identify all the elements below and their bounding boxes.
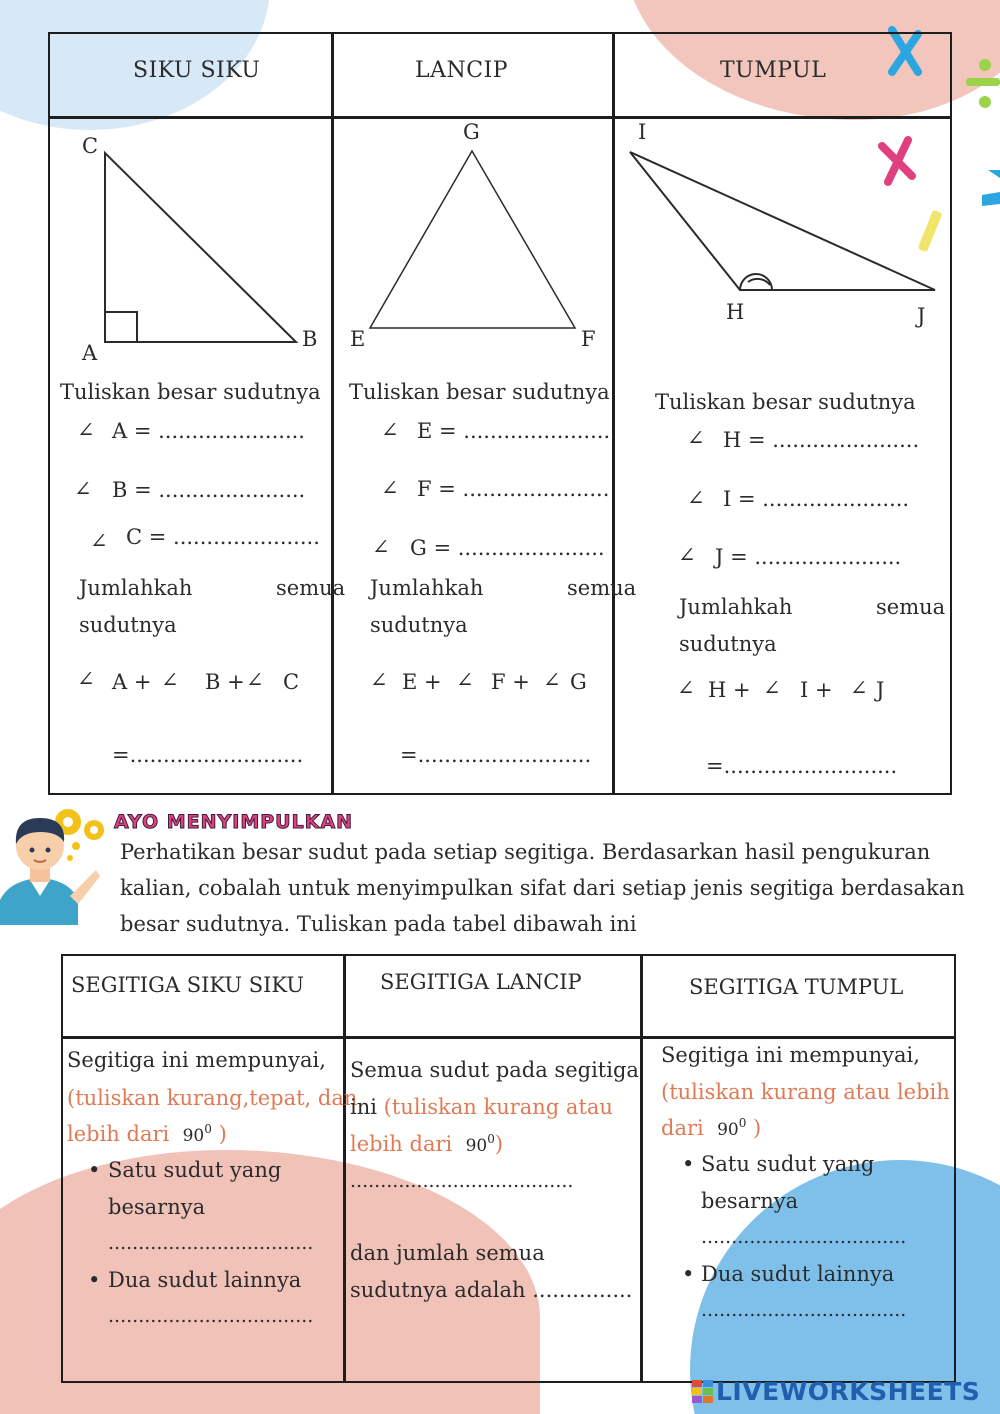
col2-angle-g[interactable]: G = ......................: [410, 536, 605, 560]
angle-sign-icon: ∠: [90, 529, 108, 553]
col3-sum-part-j: J: [876, 678, 885, 702]
conclude-line-3: besar sudutnya. Tuliskan pada tabel dibawah ini: [120, 912, 637, 936]
vertex-i: I: [638, 120, 647, 144]
col2-result[interactable]: =..........................: [400, 743, 592, 767]
col1-result[interactable]: =..........................: [112, 743, 304, 767]
b2-dots[interactable]: .....................................: [350, 1170, 574, 1192]
col3-sum-word2: semua: [876, 595, 946, 619]
col3-angle-h[interactable]: H = ......................: [723, 428, 920, 452]
b1-bullet2: Dua sudut lainnya: [108, 1268, 302, 1292]
angle-sign-icon: ∠: [372, 535, 390, 559]
b2-line1: Semua sudut pada segitiga: [350, 1058, 639, 1082]
bullet-icon: •: [682, 1262, 695, 1286]
bullet-icon: •: [682, 1152, 695, 1176]
b1-orange2-row: lebih dari $90^0$ ): [67, 1122, 227, 1146]
obtuse-triangle-hij: [630, 152, 935, 290]
col3-prompt: Tuliskan besar sudutnya: [655, 390, 916, 414]
conclude-line-2: kalian, cobalah untuk menyimpulkan sifat dari setiap jenis segitiga berdasakan: [120, 876, 965, 900]
bottom-table-col-divider-1: [343, 954, 346, 1383]
vertex-e: E: [350, 327, 366, 351]
bottom-table-header-divider: [61, 1036, 956, 1039]
angle-sign-icon: ∠: [763, 676, 781, 700]
col1-angle-a[interactable]: A = ......................: [112, 419, 305, 443]
acute-triangle-efg: [370, 151, 575, 328]
liveworksheets-brand[interactable]: LIVEWORKSHEETS: [716, 1377, 981, 1406]
angle-sign-icon: ∠: [381, 418, 399, 442]
obtuse-angle-arc: [740, 274, 772, 290]
angle-sign-icon: ∠: [246, 668, 264, 692]
col2-sum-part-g: G: [570, 670, 587, 694]
col2-angle-f[interactable]: F = ......................: [417, 477, 610, 501]
b1-bullet1a: Satu sudut yang: [108, 1158, 282, 1182]
col2-sum-word1: Jumlahkah: [370, 576, 484, 600]
bottom-table-col-divider-2: [640, 954, 643, 1383]
col2-angle-e[interactable]: E = ......................: [417, 419, 611, 443]
col3-angle-j[interactable]: J = ......................: [715, 545, 902, 569]
col1-sum-word1: Jumlahkah: [79, 576, 193, 600]
triangles-figure: [0, 0, 1000, 360]
col2-sum-part-f: F +: [491, 670, 530, 694]
col3-sum-part-i: I +: [800, 678, 833, 702]
col3-result[interactable]: =..........................: [706, 754, 898, 778]
vertex-a: A: [82, 341, 98, 365]
vertex-f: F: [581, 327, 596, 351]
col2-sum-word3: sudutnya: [370, 613, 468, 637]
bullet-icon: •: [88, 1268, 101, 1292]
angle-sign-icon: ∠: [850, 676, 868, 700]
b3-orange1: (tuliskan kurang atau lebih: [661, 1080, 950, 1104]
vertex-h: H: [726, 300, 745, 324]
ayo-menyimpulkan-title: AYO MENYIMPULKAN: [114, 811, 354, 833]
col1-sum-word2: semua: [276, 576, 346, 600]
vertex-g: G: [463, 120, 480, 144]
b1-dots1[interactable]: ..................................: [108, 1232, 314, 1254]
col2-prompt: Tuliskan besar sudutnya: [349, 380, 610, 404]
b1-line1: Segitiga ini mempunyai,: [67, 1048, 326, 1072]
angle-sign-icon: ∠: [687, 426, 705, 450]
b3-line1: Segitiga ini mempunyai,: [661, 1043, 920, 1067]
b1-orange1: (tuliskan kurang,tepat, dan: [67, 1086, 358, 1110]
b2-line3-row: lebih dari $90^0$): [350, 1132, 504, 1156]
b1-bullet1b: besarnya: [108, 1195, 206, 1219]
bullet-icon: •: [88, 1158, 101, 1182]
col1-angle-c[interactable]: C = ......................: [126, 525, 320, 549]
col1-angle-b[interactable]: B = ......................: [112, 478, 306, 502]
col1-sum-part-a: A +: [112, 670, 152, 694]
vertex-j: J: [917, 304, 926, 328]
col3-sum-word1: Jumlahkah: [679, 595, 793, 619]
right-triangle-abc: [105, 153, 296, 342]
col2-sum-word2: semua: [567, 576, 637, 600]
col3-angle-i[interactable]: I = ......................: [723, 487, 910, 511]
angle-sign-icon: ∠: [543, 668, 561, 692]
col3-sum-word3: sudutnya: [679, 632, 777, 656]
col1-sum-part-b: B +: [205, 670, 245, 694]
vertex-b: B: [302, 327, 318, 351]
b3-dots1[interactable]: ..................................: [701, 1226, 907, 1248]
b3-bullet2: Dua sudut lainnya: [701, 1262, 895, 1286]
header-tumpul: TUMPUL: [720, 58, 827, 83]
header-segitiga-tumpul: SEGITIGA TUMPUL: [689, 975, 904, 999]
header-lancip: LANCIP: [415, 58, 509, 83]
col1-sum-part-c: C: [283, 670, 300, 694]
teacher-avatar-illustration: [0, 800, 125, 928]
conclude-line-1: Perhatikan besar sudut pada setiap segitiga. Berdasarkan hasil pengukuran: [120, 840, 931, 864]
col1-sum-word3: sudutnya: [79, 613, 177, 637]
b2-line4[interactable]: sudutnya adalah ...............: [350, 1278, 633, 1302]
header-segitiga-siku-siku: SEGITIGA SIKU SIKU: [71, 973, 305, 997]
b2-line2-row: ini (tuliskan kurang atau: [350, 1095, 613, 1119]
b3-bullet1a: Satu sudut yang: [701, 1152, 875, 1176]
liveworksheets-logo-icon: [692, 1380, 714, 1404]
b2-line3: dan jumlah semua: [350, 1241, 545, 1265]
vertex-c: C: [82, 134, 99, 158]
header-siku-siku: SIKU SIKU: [133, 58, 261, 83]
angle-sign-icon: ∠: [77, 418, 95, 442]
b3-orange2-row: dari $90^0$ ): [661, 1116, 762, 1140]
col1-prompt: Tuliskan besar sudutnya: [60, 380, 321, 404]
header-segitiga-lancip: SEGITIGA LANCIP: [380, 970, 582, 994]
angle-sign-icon: ∠: [678, 543, 696, 567]
angle-sign-icon: ∠: [456, 668, 474, 692]
col3-sum-part-h: H +: [708, 678, 751, 702]
col2-sum-part-e: E +: [402, 670, 442, 694]
angle-sign-icon: ∠: [161, 668, 179, 692]
b1-dots2[interactable]: ..................................: [108, 1305, 314, 1327]
angle-sign-icon: ∠: [74, 477, 92, 501]
angle-sign-icon: ∠: [77, 667, 95, 691]
right-angle-marker: [105, 312, 137, 342]
angle-sign-icon: ∠: [677, 676, 695, 700]
angle-sign-icon: ∠: [370, 668, 388, 692]
b3-bullet1b: besarnya: [701, 1189, 799, 1213]
angle-sign-icon: ∠: [687, 486, 705, 510]
angle-sign-icon: ∠: [381, 476, 399, 500]
b3-dots2[interactable]: ..................................: [701, 1299, 907, 1321]
